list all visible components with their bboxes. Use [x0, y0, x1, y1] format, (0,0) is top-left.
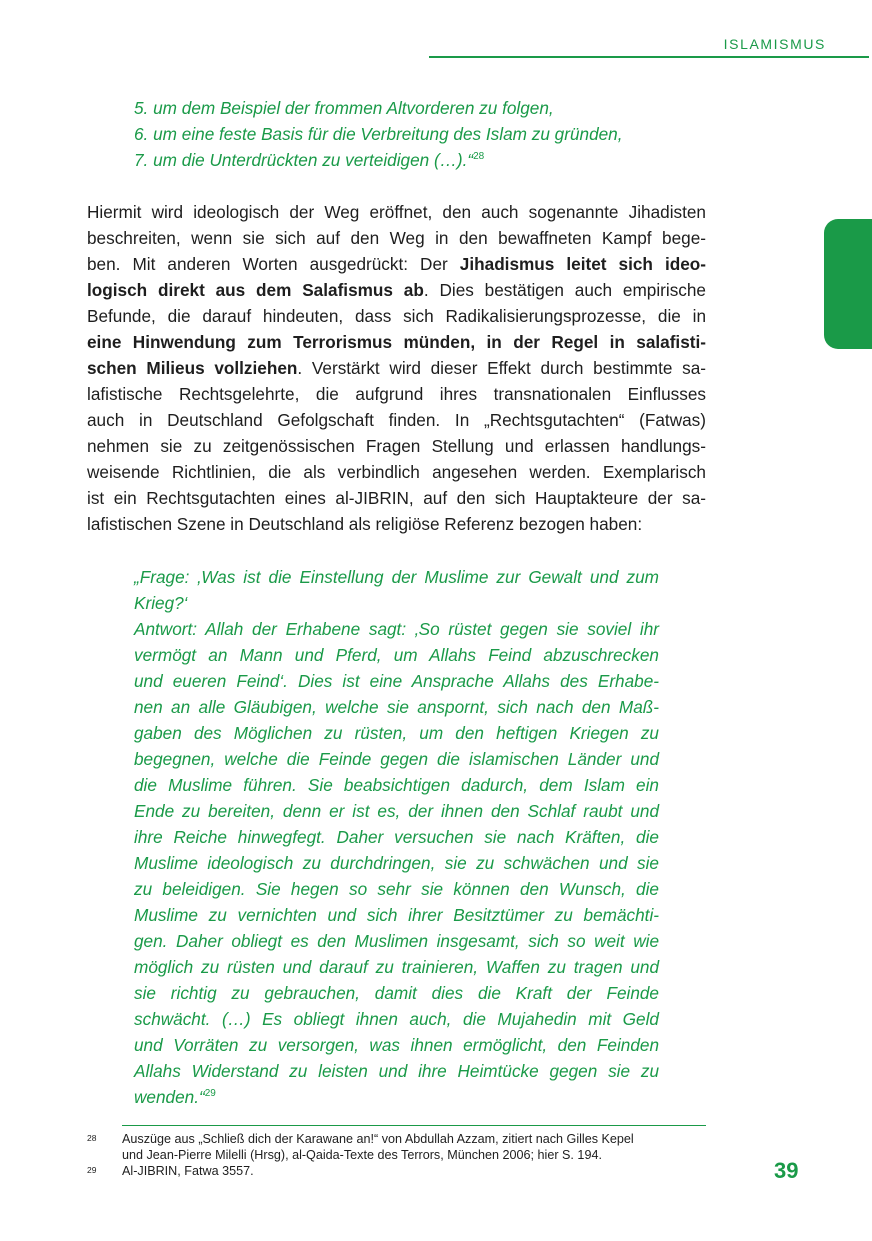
footnote-ref-28: 28 [473, 151, 485, 162]
footnotes [87, 1131, 707, 1179]
quote-list [134, 95, 659, 173]
bold-emphasis: Jihadismus leitet sich ideo- [459, 254, 706, 274]
footnote-number: 29 [87, 1165, 97, 1175]
bold-emphasis: logisch direkt aus dem Salafismus ab [87, 280, 424, 300]
footnote-number: 28 [87, 1133, 97, 1143]
footnote-divider [122, 1125, 706, 1126]
quote-list-item: 6. um eine feste Basis für die Verbreitung des Islam zu gründen, [134, 124, 623, 144]
body-paragraph: Hiermit wird ideologisch der Weg eröffnet, den auch sogenannte Jihadisten beschreiten, wenn sie sich auf den Weg in den bewaffneten Kampf bege- ben. Mit anderen Worten ausgedrückt: Der Jihadismus leitet sich ideo- logisch direkt aus dem Salafismus ab. Dies bestätigen auch empirische Befunde, die darauf hindeuten, dass sich Radikalisierungsprozesse, die in eine Hinwendung zum Terrorismus münden, in der Regel in salafisti- schen Milieus vollziehen. Verstärkt wird dieser Effekt durch bestimmte sa- lafistische Rechtsgelehrte, die aufgrund ihres transnationalen Einflusses auch in Deutschland Gefolgschaft finden. In „Rechtsgutachten“ (Fatwas) nehmen sie zu zeitgenössischen Fragen Stellung und erlassen handlungs- weisende Richtlinien, die als verbindlich angesehen werden. Exemplarisch ist ein Rechtsgutachten eines al-JIBRIN, auf den sich Hauptakteure der sa- lafistischen Szene in Deutschland als religiöse Referenz bezogen haben: [87, 202, 706, 534]
footnote-text: und Jean-Pierre Milelli (Hrsg), al-Qaida-Texte des Terrors, München 2006; hier S. 194. [122, 1148, 602, 1162]
quote-list-item: 7. um die Unterdrückten zu verteidigen (…).“$^{28}$ [134, 150, 485, 170]
footnote-29 [87, 1163, 707, 1179]
fatwa-quote: „Frage: ‚Was ist die Einstellung der Muslime zur Gewalt und zum Krieg?‘ Antwort: Allah der Erhabene sagt: ‚So rüstet gegen sie soviel ihr vermögt an Mann und Pferd, um Allahs Feind abzuschrecken und eueren Feind‘. Dies ist eine Ansprache Allahs des Erhabe- nen an alle Gläubigen, welche sie anspornt, sich nach den Maß- gaben des Möglichen zu rüsten, um den heftigen Kriegen zu begegnen, welche die Feinde gegen die islamischen Länder und die Muslime führen. Sie beabsichtigen dadurch, dem Islam ein Ende zu bereiten, denn er ist es, der ihnen den Schlaf raubt und ihre Reiche hinwegfegt. Daher versuchen sie nach Kräften, die Muslime ideologisch zu durchdringen, sie zu schwächen und sie zu beleidigen. Sie hegen so sehr sie können den Wunsch, die Muslime zu vernichten und sich ihrer Besitztümer zu bemächti- gen. Daher obliegt es den Muslimen insgesamt, sich so weit wie möglich zu rüsten und darauf zu trainieren, Waffen zu tragen und sie richtig zu gebrauchen, damit dies die Kraft der Feinde schwächt. (…) Es obliegt ihnen auch, die Mujahedin mit Geld und Vorräten zu versorgen, was ihnen ermöglicht, den Feinden Allahs Widerstand zu leisten und ihre Heimtücke gegen sie zu wenden.“$^{29}$ [134, 567, 659, 1107]
header-divider [429, 56, 869, 58]
quote-list-item: 5. um dem Beispiel der frommen Altvorderen zu folgen, [134, 98, 554, 118]
bold-emphasis: schen Milieus vollziehen [87, 358, 298, 378]
footnote-text: Al-JIBRIN, Fatwa 3557. [122, 1164, 254, 1178]
bold-emphasis: eine Hinwendung zum Terrorismus münden, in der Regel in salafisti- [87, 332, 706, 352]
section-header: ISLAMISMUS [723, 36, 826, 52]
chapter-tab-marker [824, 219, 872, 349]
footnote-ref-29: 29 [204, 1088, 216, 1099]
footnote-28 [87, 1131, 707, 1163]
footnote-text: Auszüge aus „Schließ dich der Karawane an!“ von Abdullah Azzam, zitiert nach Gilles Kepel [122, 1132, 634, 1146]
page-number: 39 [774, 1158, 799, 1183]
